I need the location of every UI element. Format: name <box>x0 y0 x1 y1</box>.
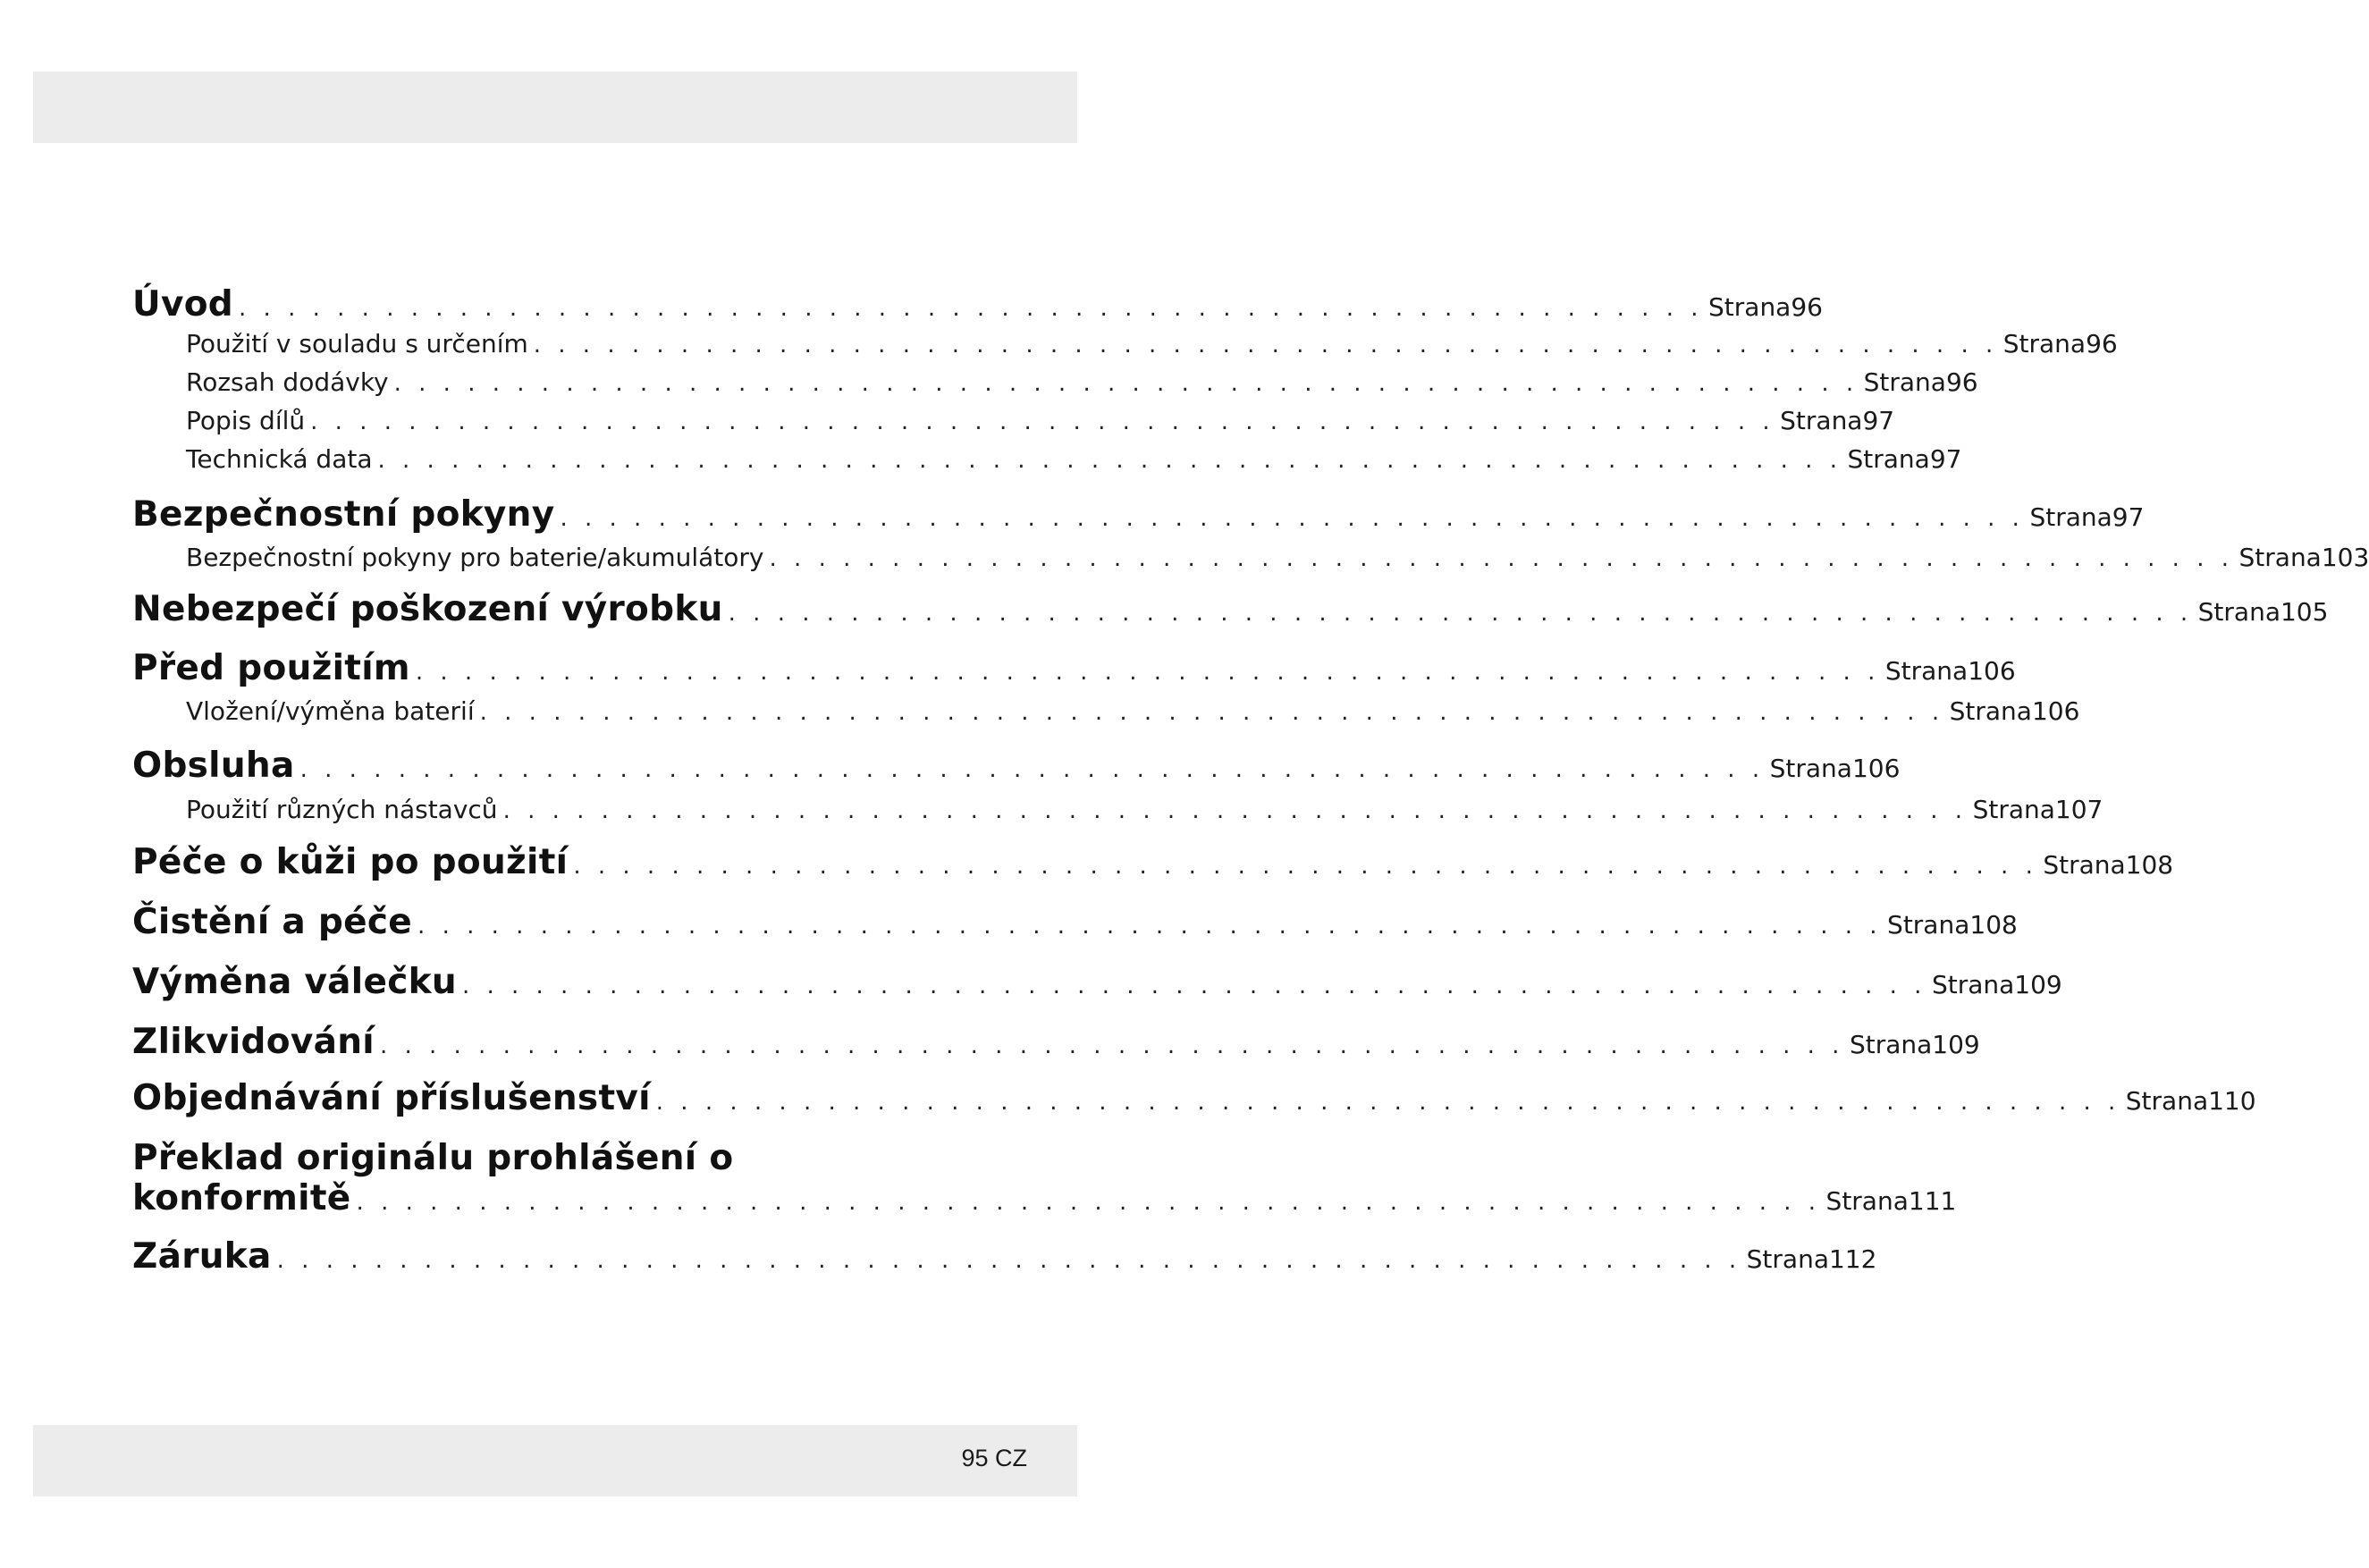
toc-entry[interactable] <box>132 962 2062 1002</box>
page-number: 109 <box>1932 1030 1980 1059</box>
toc-title: Před použitím <box>132 648 410 688</box>
toc-subentry[interactable] <box>186 543 2369 572</box>
dot-leader: . . . . . . . . . . . . . . . . . . . . . . . . . . . . . . . . . . . . . . . . . . . . . . . . . . . . . . . . . . . . <box>560 505 2025 532</box>
page-number: 105 <box>2280 597 2329 627</box>
dot-leader: . . . . . . . . . . . . . . . . . . . . . . . . . . . . . . . . . . . . . . . . . . . . . . . . . . . . . . . . . . . . <box>533 332 1998 358</box>
page-word: Strana <box>2043 850 2126 880</box>
page-word: Strana <box>1769 754 1852 783</box>
page-word: Strana <box>2197 597 2280 627</box>
toc-entry-multiline[interactable] <box>132 1138 1957 1218</box>
page-number: 107 <box>2054 795 2103 824</box>
page-word: Strana <box>1849 1030 1933 1059</box>
toc-entry[interactable] <box>132 1022 1980 1062</box>
page-word: Strana <box>2125 1086 2209 1116</box>
toc-title: Nebezpečí poškození výrobku <box>132 589 723 629</box>
page-number: 96 <box>2086 329 2118 358</box>
page-word: Strana <box>2029 502 2112 532</box>
page-word: Strana <box>2238 543 2322 572</box>
page-number: 97 <box>1862 406 1895 435</box>
header-band <box>33 72 1077 143</box>
page-word: Strana <box>1863 367 1946 397</box>
toc-title: Technická data <box>186 444 373 474</box>
toc-title: Použití v souladu s určením <box>186 329 528 358</box>
page-number: 106 <box>1851 754 1901 783</box>
dot-leader: . . . . . . . . . . . . . . . . . . . . . . . . . . . . . . . . . . . . . . . . . . . . . . . . . . . . . . . . . . . . <box>239 295 1704 322</box>
page-number: 111 <box>1908 1186 1957 1216</box>
toc-subentry[interactable] <box>186 795 2103 824</box>
dot-leader: . . . . . . . . . . . . . . . . . . . . . . . . . . . . . . . . . . . . . . . . . . . . . . . . . . . . . . . . . . . . <box>393 370 1859 397</box>
page-number: 106 <box>1968 656 2016 686</box>
toc-title: Úvod <box>132 284 234 325</box>
toc-title: Popis dílů <box>186 406 306 435</box>
toc-title: Zlikvidování <box>132 1022 375 1062</box>
dot-leader: . . . . . . . . . . . . . . . . . . . . . . . . . . . . . . . . . . . . . . . . . . . . . . . . . . . . . . . . . . . . <box>502 797 1968 824</box>
dot-leader: . . . . . . . . . . . . . . . . . . . . . . . . . . . . . . . . . . . . . . . . . . . . . . . . . . . . . . . . . . . . <box>417 913 1883 940</box>
toc-title: Rozsah dodávky <box>186 367 389 397</box>
toc-entry[interactable] <box>132 1236 1877 1277</box>
page-word: Strana <box>1746 1244 1829 1274</box>
page-number: 108 <box>1969 910 2018 940</box>
toc-title-line2: konformitě <box>132 1178 351 1218</box>
toc-subentry[interactable] <box>186 367 1978 397</box>
dot-leader: . . . . . . . . . . . . . . . . . . . . . . . . . . . . . . . . . . . . . . . . . . . . . . . . . . . . . . . . . . . . <box>356 1189 1821 1216</box>
toc-title: Čistění a péče <box>132 902 413 942</box>
dot-leader: . . . . . . . . . . . . . . . . . . . . . . . . . . . . . . . . . . . . . . . . . . . . . . . . . . . . . . . . . . . . <box>310 409 1775 435</box>
toc-title: Bezpečnostní pokyny <box>132 494 555 535</box>
page-word: Strana <box>1949 696 2032 726</box>
page-number: 108 <box>2125 850 2174 880</box>
toc-title: Vložení/výměna baterií <box>186 696 475 726</box>
toc-subentry[interactable] <box>186 696 2080 726</box>
dot-leader: . . . . . . . . . . . . . . . . . . . . . . . . . . . . . . . . . . . . . . . . . . . . . . . . . . . . . . . . . . . . <box>276 1247 1741 1274</box>
page-word: Strana <box>1931 970 2015 999</box>
dot-leader: . . . . . . . . . . . . . . . . . . . . . . . . . . . . . . . . . . . . . . . . . . . . . . . . . . . . . . . . . . . . <box>461 973 1926 999</box>
page-word: Strana <box>1887 910 1970 940</box>
page-word: Strana <box>1708 292 1792 322</box>
toc-entry[interactable] <box>132 842 2174 882</box>
page-number: 97 <box>2112 502 2145 532</box>
toc-title: Obsluha <box>132 746 295 786</box>
toc-entry[interactable] <box>132 284 1823 325</box>
toc-title: Péče o kůži po použití <box>132 842 569 882</box>
dot-leader: . . . . . . . . . . . . . . . . . . . . . . . . . . . . . . . . . . . . . . . . . . . . . . . . . . . . . . . . . . . . <box>299 756 1765 783</box>
toc-title: Použití různých nástavců <box>186 795 498 824</box>
page-number: 106 <box>2031 696 2080 726</box>
toc-entry[interactable] <box>132 902 2018 942</box>
toc-title: Záruka <box>132 1236 272 1277</box>
dot-leader: . . . . . . . . . . . . . . . . . . . . . . . . . . . . . . . . . . . . . . . . . . . . . . . . . . . . . . . . . . . . <box>415 659 1880 686</box>
toc-title: Výměna válečku <box>132 962 457 1002</box>
dot-leader: . . . . . . . . . . . . . . . . . . . . . . . . . . . . . . . . . . . . . . . . . . . . . . . . . . . . . . . . . . . . <box>573 853 2038 880</box>
page-number: 109 <box>2014 970 2062 999</box>
toc-subentry[interactable] <box>186 329 2118 358</box>
page-number: 103 <box>2321 543 2369 572</box>
dot-leader: . . . . . . . . . . . . . . . . . . . . . . . . . . . . . . . . . . . . . . . . . . . . . . . . . . . . . . . . . . . . <box>769 545 2234 572</box>
page-word: Strana <box>1780 406 1863 435</box>
dot-leader: . . . . . . . . . . . . . . . . . . . . . . . . . . . . . . . . . . . . . . . . . . . . . . . . . . . . . . . . . . . . <box>379 1033 1844 1059</box>
toc-entry[interactable] <box>132 589 2329 629</box>
dot-leader: . . . . . . . . . . . . . . . . . . . . . . . . . . . . . . . . . . . . . . . . . . . . . . . . . . . . . . . . . . . . <box>655 1089 2120 1116</box>
toc-title: Bezpečnostní pokyny pro baterie/akumulátory <box>186 543 764 572</box>
footer-band <box>33 1425 1077 1496</box>
toc-entry[interactable] <box>132 746 1901 786</box>
dot-leader: . . . . . . . . . . . . . . . . . . . . . . . . . . . . . . . . . . . . . . . . . . . . . . . . . . . . . . . . . . . . <box>728 600 2193 627</box>
page-number: 96 <box>1945 367 1978 397</box>
toc-title-line1: Překlad originálu prohlášení o <box>132 1138 734 1178</box>
page-label: 95 CZ <box>961 1445 1027 1471</box>
page-number: 112 <box>1828 1244 1877 1274</box>
dot-leader: . . . . . . . . . . . . . . . . . . . . . . . . . . . . . . . . . . . . . . . . . . . . . . . . . . . . . . . . . . . . <box>479 699 1944 726</box>
toc-entry[interactable] <box>132 494 2145 535</box>
page-number: 96 <box>1791 292 1823 322</box>
page-number: 97 <box>1929 444 1962 474</box>
dot-leader: . . . . . . . . . . . . . . . . . . . . . . . . . . . . . . . . . . . . . . . . . . . . . . . . . . . . . . . . . . . . <box>377 447 1842 474</box>
toc-subentry[interactable] <box>186 406 1895 435</box>
page-word: Strana <box>2002 329 2087 358</box>
page-number: 110 <box>2208 1086 2256 1116</box>
page-word: Strana <box>1847 444 1930 474</box>
page-word: Strana <box>1825 1186 1909 1216</box>
toc-title: Objednávání příslušenství <box>132 1078 651 1118</box>
toc-entry-line2 <box>132 1178 1957 1218</box>
toc-entry[interactable] <box>132 1078 2256 1118</box>
toc-subentry[interactable] <box>186 444 1962 474</box>
page-word: Strana <box>1884 656 1969 686</box>
toc-entry[interactable] <box>132 648 2016 688</box>
page-word: Strana <box>1972 795 2055 824</box>
